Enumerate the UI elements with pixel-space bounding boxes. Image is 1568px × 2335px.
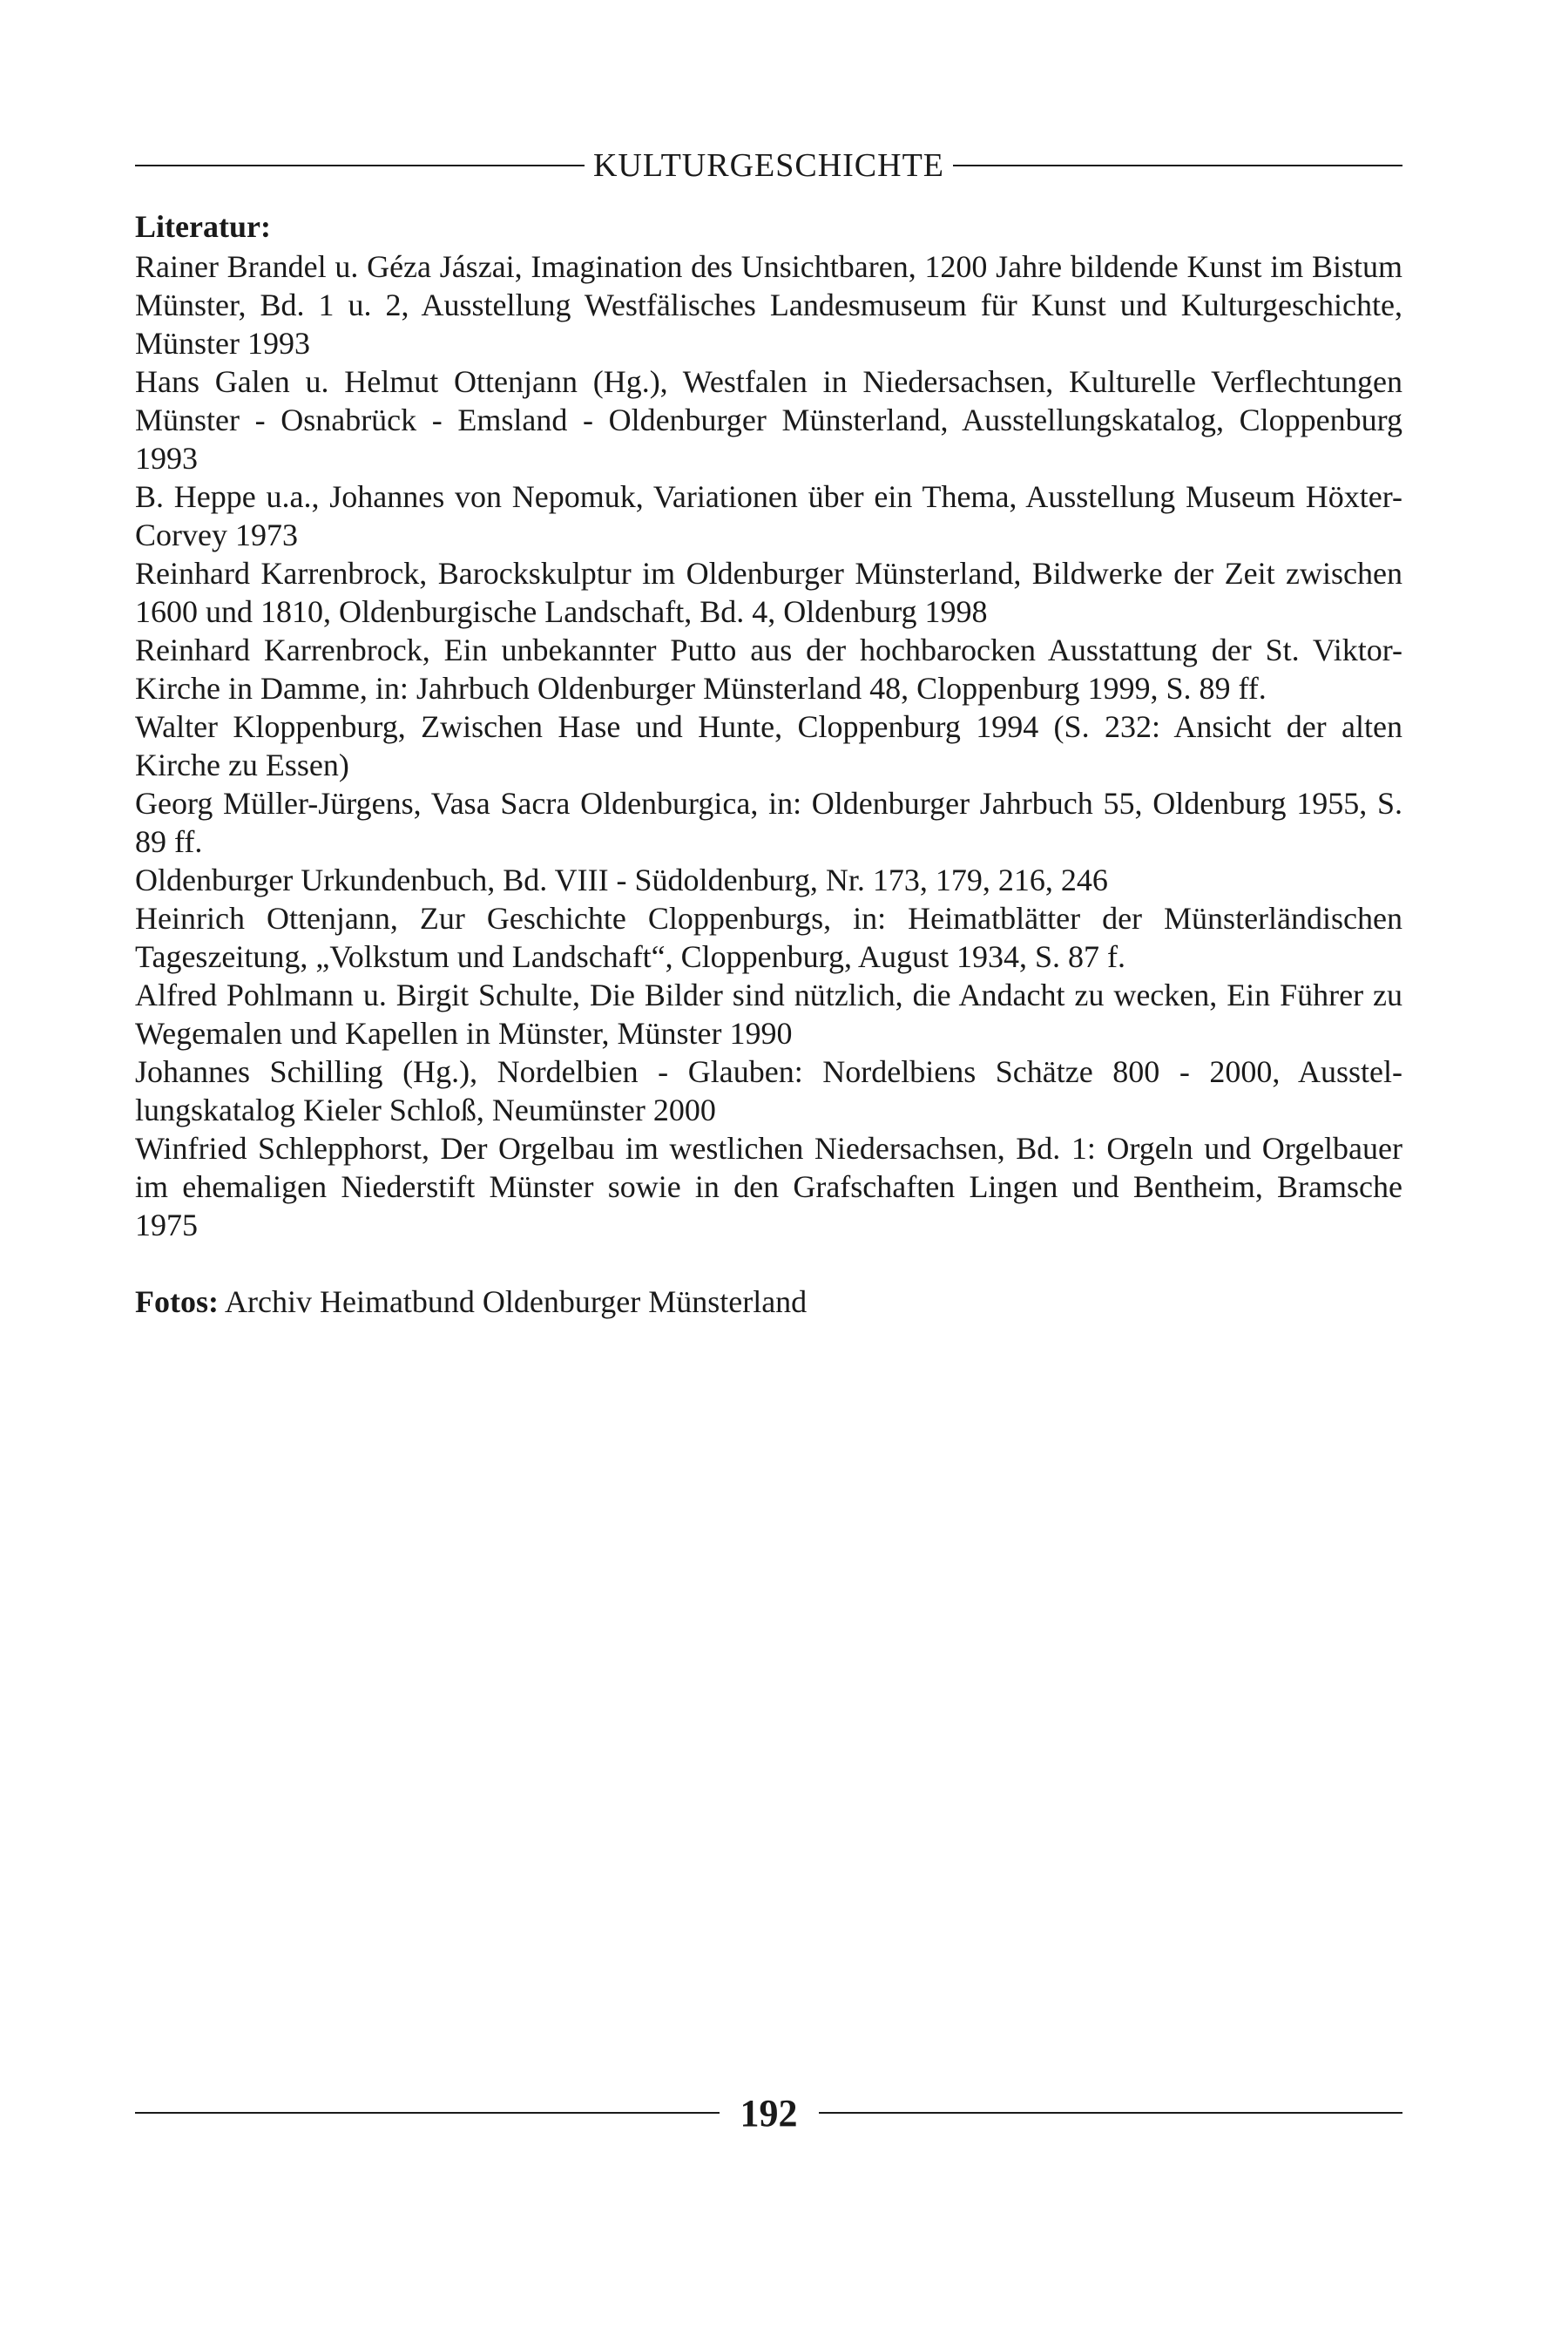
reference-item: Georg Müller-Jürgens, Vasa Sacra Oldenburgica, in: Oldenburger Jahrbuch 55, Oldenburg 1955, S. 89 ff. [135,786,1402,859]
reference-item: Winfried Schlepphorst, Der Orgelbau im westlichen Niedersachsen, Bd. 1: Orgeln und Orgelbauer im ehemaligen Niederstift Münster sowie in den Grafschaften Lingen und Bentheim, Bramsche 1975 [135,1131,1402,1242]
reference-list [135,247,1402,1244]
reference-item: Reinhard Karrenbrock, Barockskulptur im Oldenburger Münsterland, Bildwerke der Zeit zwischen 1600 und 1810, Oldenburgische Landschaft, Bd. 4, Oldenburg 1998 [135,556,1402,629]
footer-rule-right [819,2112,1403,2114]
photos-label: Fotos: [135,1284,219,1319]
footer-rule-left [135,2112,720,2114]
reference-item: B. Heppe u.a., Johannes von Nepomuk, Variationen über ein Thema, Ausstellung Museum Höxter-Corvey 1973 [135,479,1402,552]
reference-item: Heinrich Ottenjann, Zur Geschichte Cloppenburgs, in: Heimatblätter der Münsterländischen Tageszeitung, „Volkstum und Landschaft“, Cloppenburg, August 1934, S. 87 f. [135,901,1402,974]
reference-item: Alfred Pohlmann u. Birgit Schulte, Die Bilder sind nützlich, die Andacht zu wecken, Ein Führer zu Wegemalen und Kapellen in Münster, Münster 1990 [135,978,1402,1051]
page-number: 192 [740,2091,798,2135]
reference-item: Hans Galen u. Helmut Ottenjann (Hg.), Westfalen in Niedersachsen, Kulturelle Verflechtungen Münster - Osnabrück - Emsland - Oldenburger Münsterland, Ausstellungskatalog, Cloppenburg 1993 [135,364,1402,476]
reference-item: Walter Kloppenburg, Zwischen Hase und Hunte, Cloppenburg 1994 (S. 232: Ansicht der alten Kirche zu Essen) [135,709,1402,782]
photos-source: Archiv Heimatbund Oldenburger Münsterland [218,1284,808,1319]
header-rule-right [953,165,1402,166]
reference-item: Reinhard Karrenbrock, Ein unbekannter Putto aus der hochbarocken Ausstattung der St. Viktor-Kirche in Damme, in: Jahrbuch Oldenburger Münsterland 48, Cloppenburg 1999, S. 89 ff. [135,633,1402,706]
running-header [135,139,1402,192]
header-rule-left [135,165,585,166]
reference-item: Rainer Brandel u. Géza Jászai, Imagination des Unsichtbaren, 1200 Jahre bildende Kunst im Bistum Münster, Bd. 1 u. 2, Ausstellung Westfälisches Landesmuseum für Kunst und Kulturgeschichte, Münster 1993 [135,249,1402,361]
page-content [135,207,1402,1321]
reference-item: Oldenburger Urkundenbuch, Bd. VIII - Südoldenburg, Nr. 173, 179, 216, 246 [135,863,1108,897]
literature-label: Literatur: [135,209,271,244]
photo-credits [135,1283,1402,1321]
section-title: KULTURGESCHICHTE [592,147,945,184]
reference-item: Johannes Schilling (Hg.), Nordelbien - Glauben: Nordelbiens Schätze 800 - 2000, Ausstellungskatalog Kieler Schloß, Neumünster 2000 [135,1054,1402,1127]
page-footer [135,2087,1402,2139]
